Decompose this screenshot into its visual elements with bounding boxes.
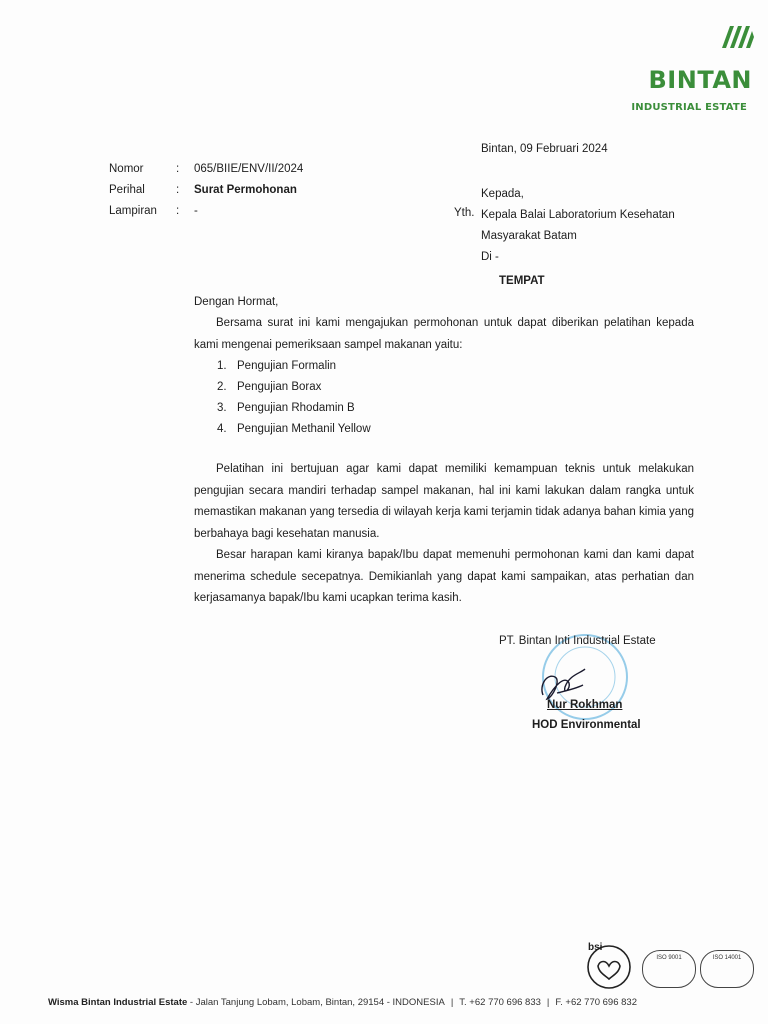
recipient-line1: Kepala Balai Laboratorium Kesehatan	[481, 209, 675, 221]
lampiran-value: -	[194, 205, 198, 217]
letter-footer	[48, 997, 758, 1008]
purpose-paragraph: Pelatihan ini bertujuan agar kami dapat memiliki kemampuan teknis untuk melakukan pengujian secara mandiri terhadap sampel makanan, hal ini kami lakukan dalam rangka untuk memastikan makanan yang tersedia di wilayah kerja kami terjamin tidak adanya bahan kimia yang berbahaya bagi kesehatan manusia.	[194, 463, 694, 540]
signer-name: Nur Rokhman	[547, 699, 623, 711]
list-number: 3.	[217, 402, 227, 414]
recipient-line2: Masyarakat Batam	[481, 230, 577, 242]
recipient-yth: Yth.	[454, 207, 475, 219]
signer-title: HOD Environmental	[532, 719, 641, 731]
lampiran-colon: :	[176, 205, 180, 217]
logo-mark-icon	[722, 26, 758, 48]
letter-date: Bintan, 09 Februari 2024	[481, 143, 608, 155]
list-label: Pengujian Methanil Yellow	[237, 423, 371, 435]
iso9001-label: ISO 9001	[656, 955, 682, 961]
recipient-kepada: Kepada,	[481, 188, 524, 200]
footer-company: Wisma Bintan Industrial Estate	[48, 997, 188, 1008]
certification-marks	[586, 944, 756, 990]
recipient-di: Di -	[481, 251, 499, 263]
list-item	[217, 398, 371, 419]
list-number: 4.	[217, 423, 227, 435]
footer-phone: T. +62 770 696 833	[459, 997, 541, 1008]
list-number: 1.	[217, 360, 227, 372]
lampiran-label: Lampiran	[109, 205, 157, 217]
iso14001-label: ISO 14001	[712, 955, 742, 961]
footer-address: - Jalan Tanjung Lobam, Lobam, Bintan, 29154 - INDONESIA	[187, 997, 445, 1008]
bsi-label: bsi	[588, 942, 603, 953]
list-item	[217, 419, 371, 440]
perihal-label: Perihal	[109, 184, 145, 196]
footer-fax: F. +62 770 696 832	[555, 997, 637, 1008]
nomor-label: Nomor	[109, 163, 144, 175]
intro-paragraph: Bersama surat ini kami mengajukan permohonan untuk dapat diberikan pelatihan kepada kami mengenai pemeriksaan sampel makanan yaitu:	[194, 317, 694, 351]
logo-wordmark: BINTAN	[648, 66, 752, 94]
iso9001-badge	[642, 950, 696, 988]
bintan-logo	[612, 24, 752, 113]
test-list	[217, 356, 371, 440]
nomor-colon: :	[176, 163, 180, 175]
list-label: Pengujian Formalin	[237, 360, 337, 372]
iso14001-badge	[700, 950, 754, 988]
nomor-value: 065/BIIE/ENV/II/2024	[194, 163, 304, 175]
footer-separator: |	[546, 997, 550, 1008]
logo-subtitle: INDUSTRIAL ESTATE	[631, 102, 747, 113]
list-item	[217, 377, 371, 398]
list-label: Pengujian Rhodamin B	[237, 402, 355, 414]
perihal-colon: :	[176, 184, 180, 196]
perihal-value: Surat Permohonan	[194, 184, 297, 196]
list-item	[217, 356, 371, 377]
company-name: PT. Bintan Inti Industrial Estate	[499, 635, 656, 647]
list-number: 2.	[217, 381, 227, 393]
closing-paragraph: Besar harapan kami kiranya bapak/Ibu dapat memenuhi permohonan kami dan kami dapat menerima schedule secepatnya. Demikianlah yang dapat kami sampaikan, atas perhatian dan kerjasamanya bapak/Ibu kami ucapkan terima kasih.	[194, 549, 694, 604]
list-label: Pengujian Borax	[237, 381, 322, 393]
salutation: Dengan Hormat,	[194, 296, 279, 308]
recipient-tempat: TEMPAT	[499, 275, 545, 287]
footer-separator: |	[450, 997, 454, 1008]
